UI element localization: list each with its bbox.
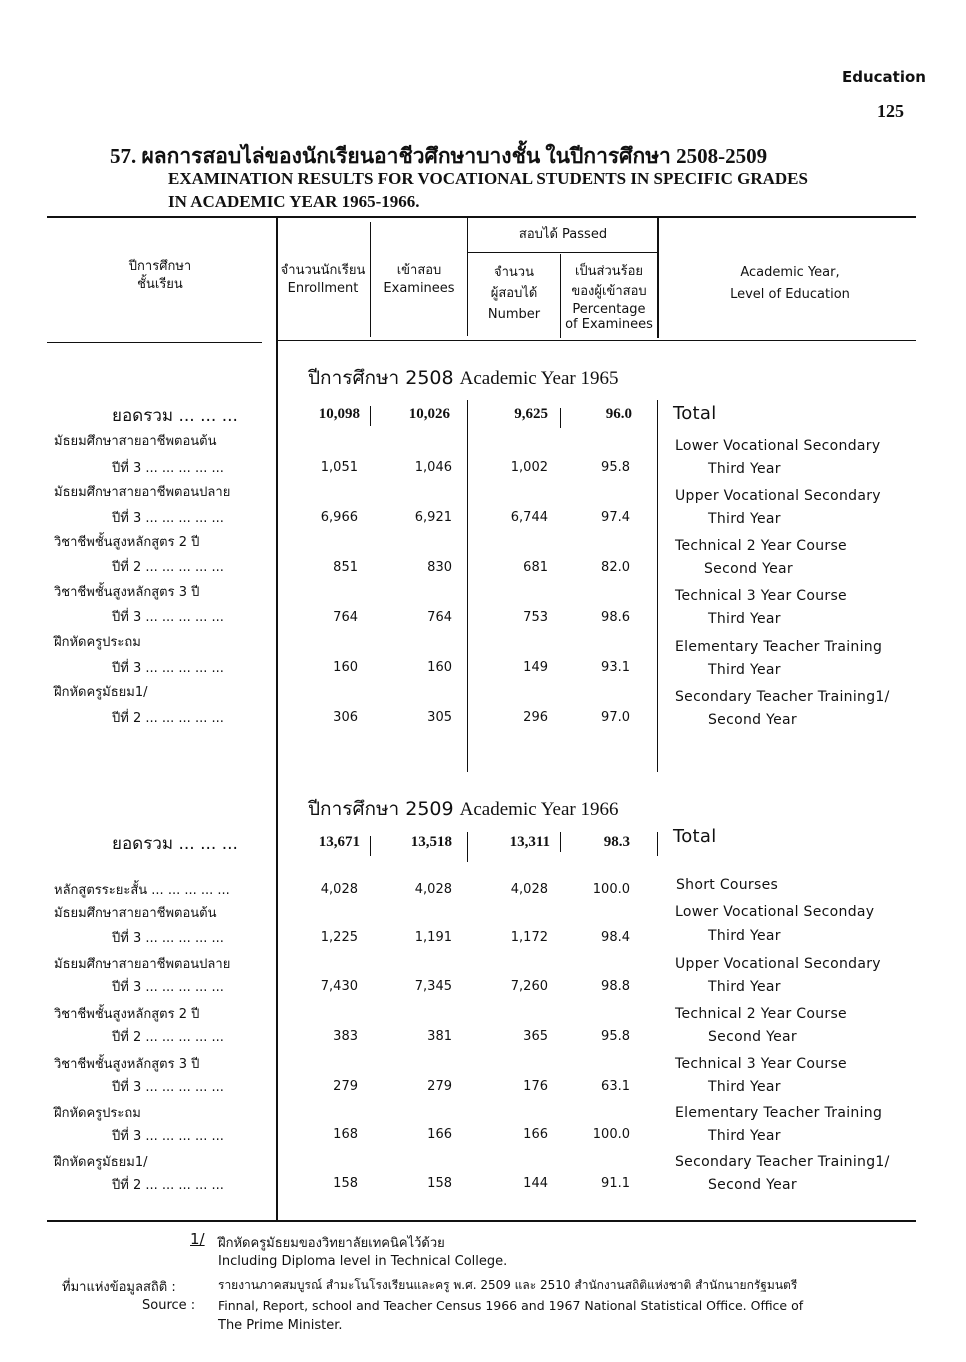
col-header-examinees-english: Examinees [383, 281, 455, 296]
row-number: 176 [523, 1079, 548, 1094]
section-2-year-english: Academic Year 1966 [459, 799, 619, 820]
col-header-examinees-thai: เข้าสอบ [396, 263, 442, 278]
row-number: 365 [523, 1029, 548, 1044]
row-percent: 98.4 [601, 930, 630, 945]
row-label-thai-2: ปีที่ 3 ... ... ... ... ... [112, 1129, 224, 1144]
row-label-english-2: Second Year [708, 712, 797, 728]
body-divider-a [370, 406, 371, 426]
col-header-percentage-english-2: of Examinees [565, 317, 653, 332]
row-label-english-1: Lower Vocational Seconday [675, 904, 875, 920]
row-percent: 63.1 [601, 1079, 630, 1094]
row-label-english-2: Third Year [708, 511, 781, 527]
row-percent: 98.8 [601, 979, 630, 994]
row-label-thai-2: ปีที่ 2 ... ... ... ... ... [112, 1178, 224, 1193]
row-label-english-1: Secondary Teacher Training1/ [675, 1154, 890, 1170]
row-label-english-2: Third Year [708, 928, 781, 944]
total-enrollment: 10,098 [318, 406, 360, 422]
row-label-thai-1: หลักสูตรระยะสั้น ... ... ... ... ... [54, 883, 230, 898]
section-2-year-thai: ปีการศึกษา 2509 [308, 798, 454, 820]
row-examinees: 305 [427, 710, 452, 725]
row-label-thai-2: ปีที่ 3 ... ... ... ... ... [112, 980, 224, 995]
source-text-thai: รายงานภาคสมบูรณ์ สำมะโนโรงเรียนและครู พ.ศ. 2509 และ 2510 สำนักงานสถิติแห่งชาติ สำนักนายกรัฐมนตรี [218, 1278, 798, 1292]
row-enrollment: 6,966 [320, 510, 358, 525]
col-header-percentage-thai-1: เป็นส่วนร้อย [574, 264, 644, 279]
source-label-english: Source : [142, 1298, 196, 1313]
col-header-level-thai-2: ชั้นเรียน [137, 277, 183, 292]
row-number: 166 [523, 1127, 548, 1142]
body-divider-h [657, 832, 658, 856]
total-label-thai: ยอดรวม ... ... ... [112, 834, 238, 854]
col-header-level-english-2: Level of Education [730, 287, 850, 302]
row-label-english-1: Upper Vocational Secondary [675, 488, 881, 504]
row-enrollment: 851 [333, 560, 358, 575]
row-label-english-1: Elementary Teacher Training [675, 639, 883, 655]
row-label-english-1: Technical 3 Year Course [675, 588, 847, 604]
body-divider-c [560, 408, 561, 428]
row-label-thai-1: มัธยมศึกษาสายอาชีพตอนปลาย [54, 485, 231, 500]
row-label-english-2: Third Year [708, 979, 781, 995]
col-header-percentage-thai-2: ของผู้เข้าสอบ [571, 284, 647, 299]
passed-underline [468, 252, 658, 253]
section-name: Education [842, 68, 926, 86]
row-label-thai-1: วิชาชีพชั้นสูงหลักสูตร 2 ปี [54, 1007, 200, 1022]
row-label-thai-1: มัธยมศึกษาสายอาชีพตอนต้น [54, 434, 217, 449]
row-label-thai-2: ปีที่ 3 ... ... ... ... ... [112, 461, 224, 476]
row-percent: 98.6 [601, 610, 630, 625]
row-percent: 95.8 [601, 1029, 630, 1044]
row-label-english-1: Elementary Teacher Training [675, 1105, 883, 1121]
col-header-percentage-english-1: Percentage [572, 302, 646, 317]
row-examinees: 7,345 [414, 979, 452, 994]
body-divider-b [467, 400, 468, 772]
row-label-english-1: Secondary Teacher Training1/ [675, 689, 890, 705]
total-label-english: Total [673, 403, 717, 424]
table-title-english [168, 167, 808, 213]
total-percent: 98.3 [603, 834, 630, 850]
col-header-enrollment-english: Enrollment [287, 281, 359, 296]
row-enrollment: 160 [333, 660, 358, 675]
column-divider-1 [276, 218, 278, 1220]
total-number: 9,625 [514, 406, 548, 422]
row-enrollment: 168 [333, 1127, 358, 1142]
row-label-english-2: Second Year [704, 561, 793, 577]
total-number: 13,311 [509, 834, 550, 850]
row-label-english-2: Third Year [708, 461, 781, 477]
section-1-year-thai: ปีการศึกษา 2508 [308, 367, 454, 389]
row-examinees: 764 [427, 610, 452, 625]
row-enrollment: 7,430 [320, 979, 358, 994]
row-label-thai-2: ปีที่ 2 ... ... ... ... ... [112, 1030, 224, 1045]
body-divider-f [467, 832, 468, 862]
row-number: 1,002 [510, 460, 548, 475]
row-enrollment: 383 [333, 1029, 358, 1044]
row-number: 149 [523, 660, 548, 675]
row-examinees: 830 [427, 560, 452, 575]
row-percent: 95.8 [601, 460, 630, 475]
row-examinees: 166 [427, 1127, 452, 1142]
row-label-english-1: Upper Vocational Secondary [675, 956, 881, 972]
section-1-year-english: Academic Year 1965 [459, 368, 619, 389]
footnote-text-english: Including Diploma level in Technical College. [218, 1254, 508, 1269]
row-number: 681 [523, 560, 548, 575]
page-number: 125 [877, 101, 904, 121]
row-enrollment: 306 [333, 710, 358, 725]
row-label-thai-1: มัธยมศึกษาสายอาชีพตอนปลาย [54, 957, 231, 972]
total-examinees: 13,518 [410, 834, 452, 850]
source-text-english-1: Finnal, Report, school and Teacher Census 1966 and 1967 National Statistical Office. Office of [218, 1298, 804, 1313]
table-bottom-rule [47, 1220, 916, 1222]
total-label-thai: ยอดรวม ... ... ... [112, 406, 238, 426]
total-examinees: 10,026 [408, 406, 450, 422]
row-label-thai-2: ปีที่ 3 ... ... ... ... ... [112, 931, 224, 946]
row-enrollment: 279 [333, 1079, 358, 1094]
source-text-english-2: The Prime Minister. [218, 1318, 343, 1333]
table-title-thai: 57. ผลการสอบไล่ของนักเรียนอาชีวศึกษาบางชั้น ในปีการศึกษา 2508-2509 [110, 144, 768, 168]
col-header-level-thai-1: ปีการศึกษา [128, 259, 192, 274]
row-label-english-2: Second Year [708, 1029, 797, 1045]
row-examinees: 1,191 [414, 930, 452, 945]
col-header-passed-thai: สอบได้ [518, 227, 558, 242]
row-label-thai-1: วิชาชีพชั้นสูงหลักสูตร 2 ปี [54, 535, 200, 550]
row-number: 6,744 [510, 510, 548, 525]
row-enrollment: 1,225 [320, 930, 358, 945]
row-percent: 91.1 [601, 1176, 630, 1191]
row-label-english-2: Second Year [708, 1177, 797, 1193]
col-header-level-english [700, 262, 880, 306]
row-examinees: 4,028 [414, 882, 452, 897]
header-bottom-rule [277, 340, 916, 341]
body-divider-e [370, 836, 371, 856]
row-number: 7,260 [510, 979, 548, 994]
row-number: 296 [523, 710, 548, 725]
row-label-thai-1: ฝึกหัดครูประถม [54, 635, 141, 650]
row-percent: 97.0 [601, 710, 630, 725]
total-enrollment: 13,671 [318, 834, 360, 850]
row-label-thai-2: ปีที่ 3 ... ... ... ... ... [112, 610, 224, 625]
col-header-number-english: Number [487, 307, 541, 322]
row-percent: 97.4 [601, 510, 630, 525]
row-label-english-2: Third Year [708, 662, 781, 678]
total-label-english: Total [673, 826, 717, 847]
row-label-thai-1: วิชาชีพชั้นสูงหลักสูตร 3 ปี [54, 1057, 200, 1072]
col-header-examinees [371, 262, 467, 298]
row-label-english-2: Third Year [708, 611, 781, 627]
row-number: 4,028 [510, 882, 548, 897]
footnote-marker: 1/ [190, 1230, 205, 1248]
row-label-thai-1: มัธยมศึกษาสายอาชีพตอนต้น [54, 906, 217, 921]
row-label-english-1: Technical 2 Year Course [675, 538, 847, 554]
col-header-number-thai-1: จำนวน [494, 265, 534, 280]
row-examinees: 1,046 [414, 460, 452, 475]
row-number: 753 [523, 610, 548, 625]
row-examinees: 381 [427, 1029, 452, 1044]
col-header-enrollment [276, 262, 370, 298]
row-label-thai-1: วิชาชีพชั้นสูงหลักสูตร 3 ปี [54, 585, 200, 600]
row-enrollment: 764 [333, 610, 358, 625]
section-2-heading [308, 794, 618, 824]
col-header-enrollment-thai: จำนวนนักเรียน [280, 263, 366, 278]
table-top-rule [47, 216, 916, 218]
row-percent: 82.0 [601, 560, 630, 575]
title-english-line-1: EXAMINATION RESULTS FOR VOCATIONAL STUDENTS IN SPECIFIC GRADES [168, 169, 808, 188]
row-label-thai-1: ฝึกหัดครูมัธยม1/ [54, 685, 148, 700]
body-divider-d [657, 400, 658, 772]
row-number: 1,172 [510, 930, 548, 945]
row-label-thai-1: ฝึกหัดครูประถม [54, 1106, 141, 1121]
footnote-text-thai: ฝึกหัดครูมัธยมของวิทยาลัยเทคนิคไว้ด้วย [218, 1236, 445, 1251]
row-label-thai-2: ปีที่ 3 ... ... ... ... ... [112, 1080, 224, 1095]
col-header-passed-english: Passed [562, 227, 608, 242]
row-percent: 100.0 [592, 882, 630, 897]
row-label-thai-2: ปีที่ 3 ... ... ... ... ... [112, 661, 224, 676]
row-label-english-1: Lower Vocational Secondary [675, 438, 881, 454]
row-examinees: 279 [427, 1079, 452, 1094]
source-label-thai: ที่มาแห่งข้อมูลสถิติ : [62, 1280, 176, 1295]
section-1-heading [308, 363, 618, 393]
row-label-thai-1: ฝึกหัดครูมัธยม1/ [54, 1155, 148, 1170]
row-label-thai-2: ปีที่ 2 ... ... ... ... ... [112, 711, 224, 726]
col-header-level-english-1: Academic Year, [740, 265, 840, 280]
col-header-passed [468, 226, 658, 244]
row-examinees: 160 [427, 660, 452, 675]
row-number: 144 [523, 1176, 548, 1191]
row-label-english-1: Technical 3 Year Course [675, 1056, 847, 1072]
total-percent: 96.0 [605, 406, 632, 422]
row-enrollment: 4,028 [320, 882, 358, 897]
col-header-percentage [561, 262, 657, 332]
row-label-english-2: Third Year [708, 1079, 781, 1095]
row-percent: 100.0 [592, 1127, 630, 1142]
col-header-level-thai [90, 258, 230, 294]
row-examinees: 6,921 [414, 510, 452, 525]
row-label-thai-2: ปีที่ 2 ... ... ... ... ... [112, 560, 224, 575]
row-label-english-1: Short Courses [676, 877, 779, 893]
row-examinees: 158 [427, 1176, 452, 1191]
row-label-thai-2: ปีที่ 3 ... ... ... ... ... [112, 511, 224, 526]
col-header-number [468, 262, 560, 325]
row-label-english-2: Third Year [708, 1128, 781, 1144]
row-enrollment: 1,051 [320, 460, 358, 475]
title-english-line-2: IN ACADEMIC YEAR 1965-1966. [168, 192, 420, 211]
header-bottom-rule-left [47, 342, 262, 343]
row-label-english-1: Technical 2 Year Course [675, 1006, 847, 1022]
row-percent: 93.1 [601, 660, 630, 675]
col-header-number-thai-2: ผู้สอบได้ [490, 286, 538, 301]
row-enrollment: 158 [333, 1176, 358, 1191]
